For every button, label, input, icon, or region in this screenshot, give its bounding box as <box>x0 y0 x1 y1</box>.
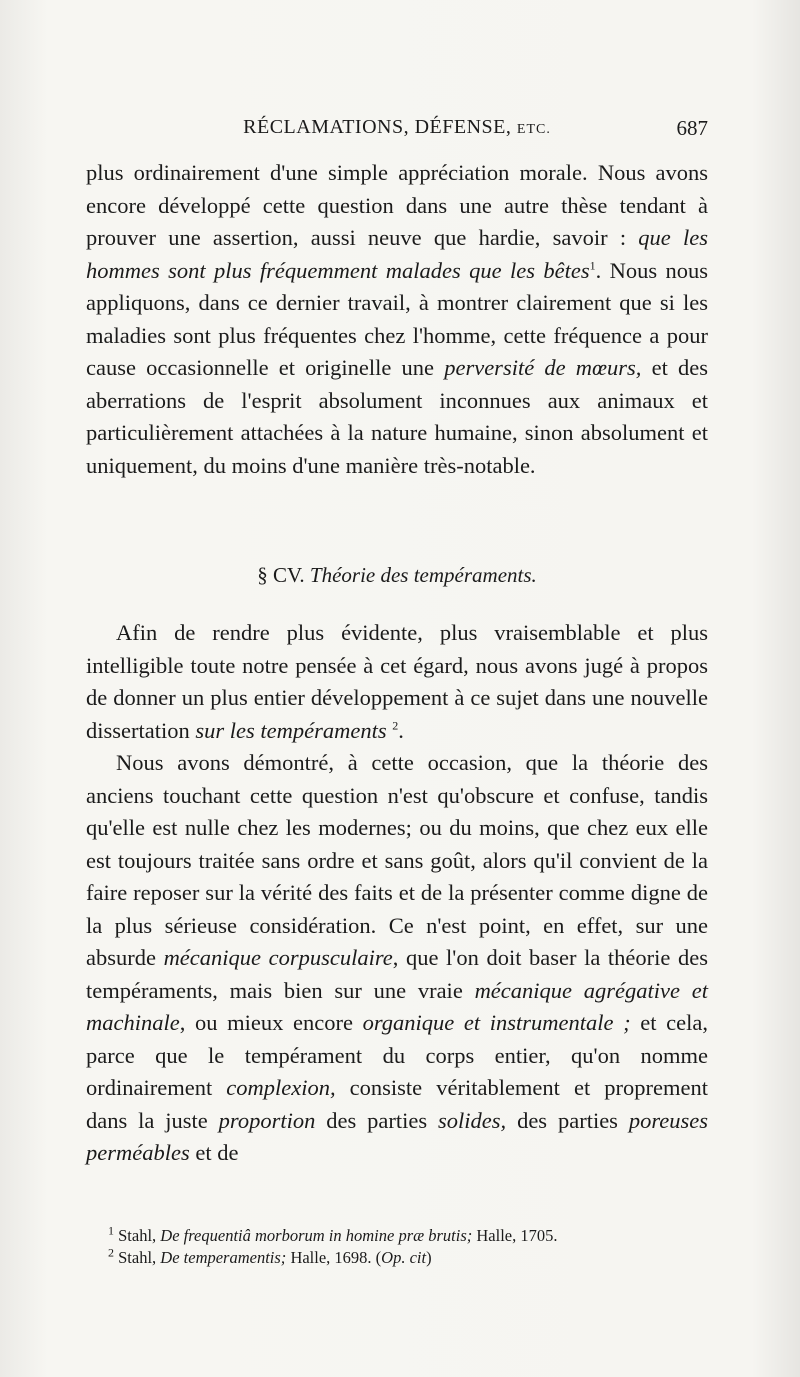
paragraph-1-text-c: et des aberrations de l'esprit absolument inconnues aux animaux et particulièrement attachées à la nature humaine, sinon absolument et uniquement, du moins d'une manière très-notable. <box>86 355 708 478</box>
footnote-1 <box>86 1225 708 1247</box>
footnote-number: 1 <box>108 1223 114 1238</box>
paragraph-3-text-f: des parties <box>315 1107 439 1133</box>
paragraph-1-text-a: plus ordinairement d'une simple appréciation morale. Nous avons encore développé cette question dans une autre thèse tendant à prouver une assertion, aussi neuve que hardie, savoir : <box>86 160 708 250</box>
footnote-author: Stahl, <box>118 1248 157 1267</box>
paragraph-2-text-a: Afin de rendre plus évidente, plus vraisemblable et plus intelligible toute notre pensée à cet égard, nous avons jugé à propos de donner un plus entier développement à ce sujet dans une nouvelle dissertation <box>86 620 708 743</box>
text-block-2 <box>86 617 708 1170</box>
italic-phrase: sur les tempéraments <box>195 717 387 743</box>
footnote-2 <box>86 1247 708 1269</box>
italic-phrase: solides, <box>438 1107 507 1133</box>
page-header <box>86 116 708 146</box>
section-title: Théorie des tempéraments. <box>309 563 537 587</box>
page-number: 687 <box>676 116 708 140</box>
footnote-ref-2: 2 <box>392 718 399 732</box>
paragraph-3-text-c: , ou mieux encore <box>179 1010 363 1035</box>
text-block-1 <box>86 157 708 482</box>
running-title-text: RÉCLAMATIONS, DÉFENSE, <box>243 116 512 138</box>
paragraph-3-text-d: et cela, parce que le tempérament du corps entier, qu'on nomme ordinairement <box>86 1010 708 1100</box>
paragraph-3-text-b: , que l'on doit baser la théorie des tempéraments, mais bien sur une vraie <box>86 945 708 1003</box>
italic-phrase: organique et instrumentale ; <box>362 1010 631 1035</box>
italic-phrase: complexion, <box>226 1075 336 1100</box>
footnote-title: De frequentiâ morborum in homine præ brutis; <box>160 1226 473 1245</box>
italic-phrase: proportion <box>218 1107 316 1133</box>
footnote-close: ) <box>426 1248 432 1267</box>
paragraph-2-text-b: . <box>398 717 404 743</box>
footnote-rest: Halle, 1705. <box>476 1226 558 1245</box>
paragraph-3-text-e: consiste véritablement et proprement dans la juste <box>86 1075 708 1133</box>
italic-phrase: mécanique corpusculaire <box>163 945 393 970</box>
footnote-number: 2 <box>108 1245 114 1260</box>
italic-phrase: poreuses perméables <box>86 1107 709 1165</box>
running-title-etc: ETC. <box>516 122 551 137</box>
footnote-ref-1: 1 <box>589 258 596 272</box>
paragraph-1-text-b: . Nous nous appliquons, dans ce dernier travail, à montrer clairement que si les maladies sont plus fréquentes chez l'homme, cette fréquence a pour cause occasionnelle et originelle une <box>86 257 708 380</box>
footnote-author: Stahl, <box>118 1226 157 1245</box>
italic-phrase: mécanique agrégative et machinale <box>86 977 708 1035</box>
section-mark: § CV. <box>257 563 305 587</box>
paragraph-3 <box>86 747 708 1170</box>
footnote-title: De temperamentis; <box>160 1248 287 1267</box>
italic-phrase: que les hommes sont plus fréquemment malades que les bêtes <box>86 225 708 283</box>
paragraph-3-text-g: des parties <box>506 1107 629 1133</box>
paragraph-1 <box>86 157 708 482</box>
paragraph-3-text-a: Nous avons démontré, à cette occasion, que la théorie des anciens touchant cette question n'est qu'obscure et confuse, tandis qu'elle est nulle chez les modernes; ou du moins, que chez eux elle est toujours traitée sans ordre et sans goût, alors qu'il convient de la faire reposer sur la vérité des faits et de la présenter comme digne de la plus sérieuse considération. Ce n'est point, en effet, sur une absurde <box>86 750 708 970</box>
footnote-citation: Op. cit <box>381 1248 427 1267</box>
italic-phrase: perversité de mœurs, <box>444 355 642 380</box>
section-heading <box>86 560 708 590</box>
footnote-rest: Halle, 1698. ( <box>290 1248 382 1267</box>
running-title <box>86 116 708 139</box>
paragraph-3-text-h: et de <box>189 1140 239 1165</box>
paragraph-2 <box>86 617 708 747</box>
footnotes <box>86 1225 708 1269</box>
